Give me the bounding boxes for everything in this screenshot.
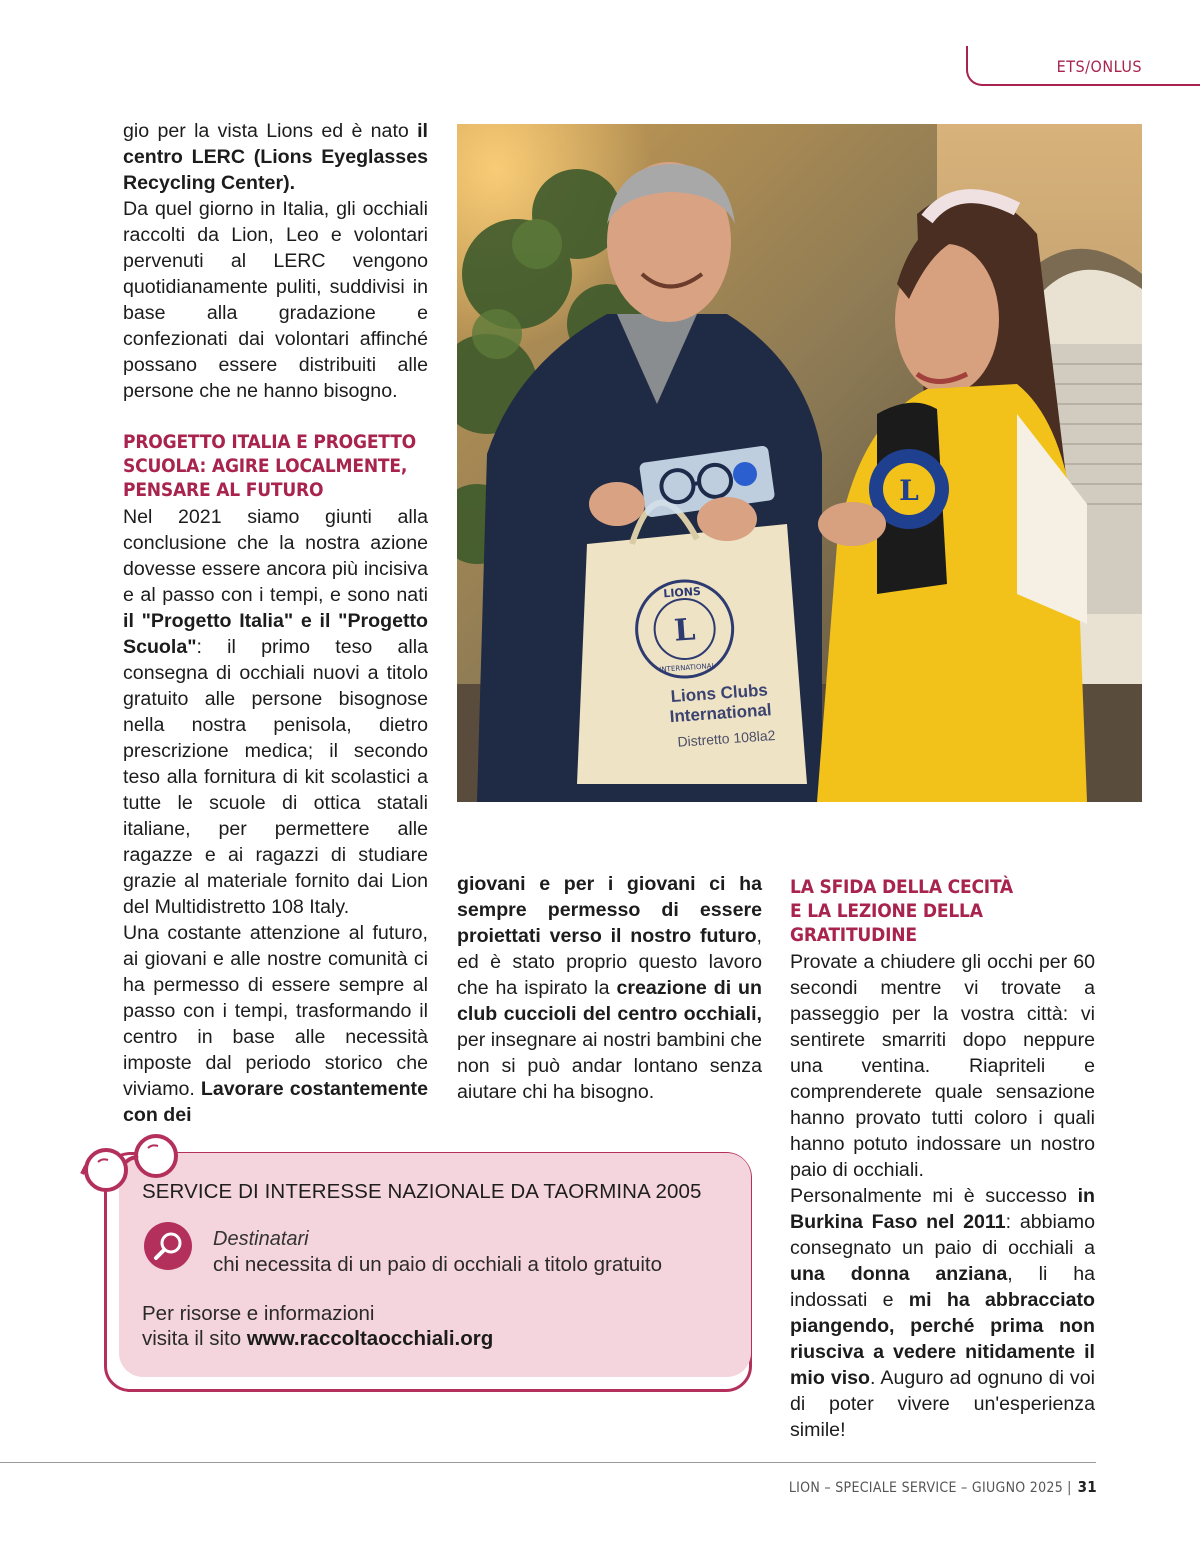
footer-separator: | bbox=[1067, 1480, 1072, 1496]
photo-lions-volunteers bbox=[457, 124, 1142, 802]
section-label: ETS/ONLUS bbox=[1056, 57, 1142, 76]
col1-p4-bold: Lavorare costantemente con dei bbox=[123, 1078, 428, 1126]
footer-text: LION – SPECIALE SERVICE – GIUGNO 2025 bbox=[788, 1480, 1064, 1496]
bag-text-line3: Distretto 108la2 bbox=[676, 726, 776, 750]
resources-line-2 bbox=[142, 1327, 493, 1351]
heading-sfida-cecita bbox=[790, 875, 1095, 947]
col1-paragraph-1 bbox=[123, 118, 428, 196]
bag-logo-top: LIONS bbox=[662, 584, 702, 601]
magnifier-icon bbox=[144, 1222, 192, 1270]
col3-p2-bold-f: mi ha abbracciato piangendo, perché prima non riusciva a vedere nitidamente il mio viso bbox=[790, 1289, 1095, 1389]
col3-p2-bold-d: una donna anziana bbox=[790, 1263, 1008, 1285]
resources-line-1: Per risorse e informazioni bbox=[142, 1302, 375, 1325]
resources-prefix: visita il sito bbox=[142, 1327, 247, 1350]
photo-illustration bbox=[457, 124, 1142, 802]
col2-bold-1: giovani e per i giovani ci ha sempre permesso di essere proiettati verso il nostro futuro bbox=[457, 873, 762, 947]
footer-rule bbox=[0, 1462, 1096, 1463]
col3-p2-text-g: . Auguro ad ognuno di voi di poter vivere un'esperienza simile! bbox=[790, 1367, 1095, 1441]
vest-logo-letter: L bbox=[899, 474, 919, 507]
col1-p1-bold: il centro LERC (Lions Eyeglasses Recycling Center). bbox=[123, 120, 428, 194]
heading-line-2: E LA LEZIONE DELLA GRATITUDINE bbox=[790, 900, 983, 946]
bag-text-line1: Lions Clubs bbox=[670, 680, 769, 707]
footer bbox=[789, 1478, 1097, 1496]
col3-p2-text-c: : abbiamo consegnato un paio di occhiali a bbox=[790, 1211, 1095, 1259]
info-box-title: SERVICE DI INTERESSE NAZIONALE DA TAORMINA 2005 bbox=[142, 1180, 702, 1203]
col3-p2-bold-b: in Burkina Faso nel 2011 bbox=[790, 1185, 1095, 1233]
column-1 bbox=[123, 118, 428, 1128]
col3-paragraph-2 bbox=[790, 1183, 1095, 1443]
bag-text-line2: International bbox=[669, 700, 773, 727]
column-2 bbox=[457, 871, 762, 1105]
page-number: 31 bbox=[1077, 1478, 1097, 1496]
col3-paragraph-1: Provate a chiudere gli occhi per 60 secondi mentre vi trovate a passeggio per la vostra città: vi sentirete smarriti dopo neppure una ventina. Riapriteli e comprenderete quale sensazione hanno provato tutti coloro i quali hanno potuto indossare un nostro paio di occhiali. bbox=[790, 951, 1095, 1181]
col1-p3-bold: il "Progetto Italia" e il "Progetto Scuola" bbox=[123, 610, 428, 658]
website-link[interactable]: www.raccoltaocchiali.org bbox=[246, 1327, 494, 1350]
col1-p1-text: gio per la vista Lions ed è nato bbox=[123, 120, 418, 142]
col1-paragraph-2: Da quel giorno in Italia, gli occhiali raccolti da Lion, Leo e volontari pervenuti al LERC vengono quotidianamente puliti, suddivisi in base alla gradazione e confezionati dai volontari affinché possano essere distribuiti alle persone che ne hanno bisogno. bbox=[123, 198, 428, 402]
col2-text-1: , ed è stato proprio questo lavoro che ha ispirato la bbox=[457, 925, 762, 999]
col1-p4-text: Una costante attenzione al futuro, ai giovani e alle nostre comunità ci ha permesso di essere sempre al passo con i tempi, trasformando il centro in base alle necessità imposte dal periodo storico che viviamo. bbox=[123, 922, 428, 1100]
col1-paragraph-4 bbox=[123, 920, 428, 1128]
section-tab bbox=[966, 46, 1200, 86]
col1-p3-text-2: : il primo teso alla consegna di occhiali nuovi a titolo gratuito alle persone bisognose nella nostra penisola, dietro prescrizione medica; il secondo teso alla fornitura di kit scolastici a tutte le scuole di ottica statali italiane, per permettere alle ragazze e ai ragazzi di studiare grazie al materiale fornito dai Lion del Multidistretto 108 Italy. bbox=[123, 636, 428, 918]
heading-progetto-italia: PROGETTO ITALIA E PROGETTO SCUOLA: AGIRE LOCALMENTE, PENSARE AL FUTURO bbox=[123, 431, 416, 501]
column-3 bbox=[790, 875, 1095, 1443]
col3-p2-text-a: Personalmente mi è successo bbox=[790, 1185, 1078, 1207]
recipients-label: Destinatari bbox=[213, 1228, 309, 1250]
col2-text-2: per insegnare ai nostri bambini che non si può andar lontano senza aiutare chi ha bisogno. bbox=[457, 1029, 762, 1103]
heading-line-1: LA SFIDA DELLA CECITÀ bbox=[790, 876, 1013, 898]
col3-p2-text-e: , li ha indossati e bbox=[790, 1263, 1095, 1311]
bag-logo-letter: L bbox=[673, 612, 697, 649]
col1-p3-text: Nel 2021 siamo giunti alla conclusione che la nostra azione dovesse essere ancora più incisiva e al passo con i tempi, e sono nati bbox=[123, 506, 428, 606]
col2-paragraph bbox=[457, 871, 762, 1105]
bag-logo-bottom: INTERNATIONAL bbox=[659, 661, 716, 674]
magnifier-badge bbox=[144, 1222, 192, 1270]
col1-paragraph-3 bbox=[123, 504, 428, 920]
recipients-text: chi necessita di un paio di occhiali a titolo gratuito bbox=[213, 1253, 662, 1276]
col2-bold-2: creazione di un club cuccioli del centro occhiali, bbox=[457, 977, 762, 1025]
